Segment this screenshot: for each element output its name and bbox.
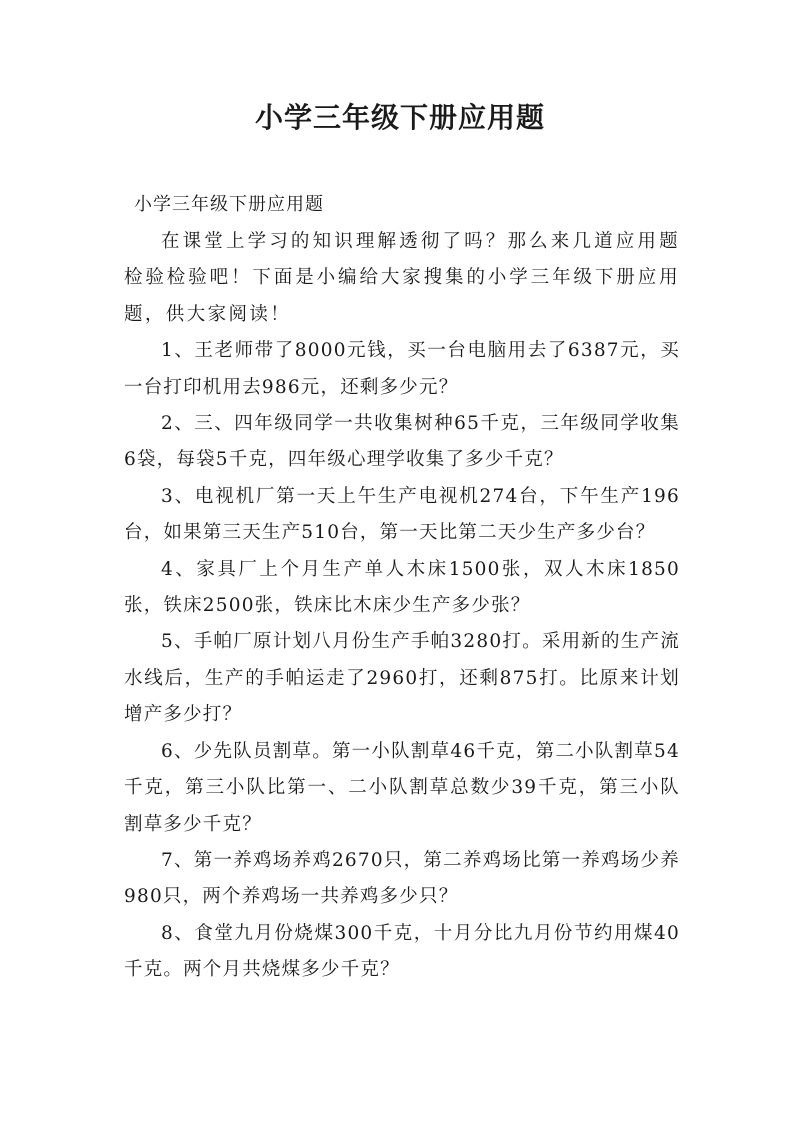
problem-paragraph: 7、第一养鸡场养鸡2670只，第二养鸡场比第一养鸡场少养980只，两个养鸡场一共养鸡多少只？ bbox=[124, 849, 680, 908]
document-title: 小学三年级下册应用题 bbox=[254, 101, 545, 134]
problem-paragraph: 2、三、四年级同学一共收集树种65千克，三年级同学收集6袋，每袋5千克，四年级心理学收集了多少千克？ bbox=[124, 413, 680, 471]
intro-paragraph: 在课堂上学习的知识理解透彻了吗？那么来几道应用题检验检验吧！下面是小编给大家搜集的小学三年级下册应用题，供大家阅读！ bbox=[124, 231, 680, 325]
document-body bbox=[124, 186, 680, 989]
document-subtitle: 小学三年级下册应用题 bbox=[134, 194, 324, 215]
problem-paragraph: 5、手帕厂原计划八月份生产手帕3280打。采用新的生产流水线后，生产的手帕运走了2960打，还剩875打。比原来计划增产多少打？ bbox=[124, 631, 680, 726]
problem-paragraph: 6、少先队员割草。第一小队割草46千克，第二小队割草54千克，第三小队比第一、二小队割草总数少39千克，第三小队割草多少千克？ bbox=[124, 740, 680, 835]
problem-paragraph: 4、家具厂上个月生产单人木床1500张，双人木床1850张，铁床2500张，铁床比木床少生产多少张？ bbox=[124, 558, 680, 617]
problem-paragraph: 8、食堂九月份烧煤300千克，十月分比九月份节约用煤40千克。两个月共烧煤多少千克？ bbox=[124, 922, 680, 981]
problem-paragraph: 1、王老师带了8000元钱，买一台电脑用去了6387元，买一台打印机用去986元，还剩多少元？ bbox=[124, 340, 680, 398]
problem-paragraph: 3、电视机厂第一天上午生产电视机274台，下午生产196台，如果第三天生产510台，第一天比第二天少生产多少台？ bbox=[124, 485, 680, 544]
